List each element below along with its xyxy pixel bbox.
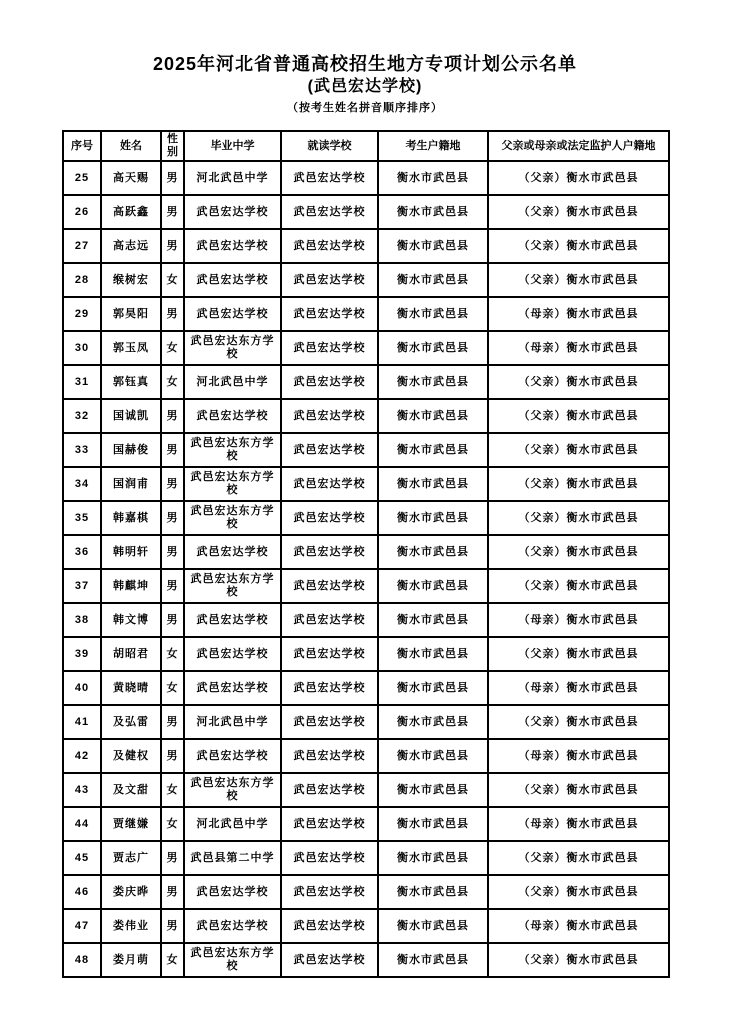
cell-grad-school: 武邑宏达东方学校: [184, 433, 281, 467]
cell-gender: 女: [161, 365, 184, 399]
cell-no: 46: [63, 875, 101, 909]
table-row: [63, 603, 669, 637]
cell-gender: 女: [161, 807, 184, 841]
cell-no: 30: [63, 331, 101, 365]
table-row: [63, 739, 669, 773]
cell-guardian-residence: （母亲）衡水市武邑县: [488, 331, 669, 365]
cell-name: 黄晓晴: [101, 671, 161, 705]
table-row: [63, 773, 669, 807]
column-header-grad-school: 毕业中学: [184, 131, 281, 161]
cell-residence: 衡水市武邑县: [378, 331, 488, 365]
cell-guardian-residence: （母亲）衡水市武邑县: [488, 739, 669, 773]
cell-enroll-school: 武邑宏达学校: [281, 637, 378, 671]
cell-no: 45: [63, 841, 101, 875]
cell-enroll-school: 武邑宏达学校: [281, 807, 378, 841]
cell-residence: 衡水市武邑县: [378, 739, 488, 773]
table-row: [63, 671, 669, 705]
table-row: [63, 399, 669, 433]
cell-guardian-residence: （母亲）衡水市武邑县: [488, 603, 669, 637]
table-body: [63, 161, 669, 977]
cell-no: 42: [63, 739, 101, 773]
cell-residence: 衡水市武邑县: [378, 807, 488, 841]
table-row: [63, 161, 669, 195]
cell-enroll-school: 武邑宏达学校: [281, 501, 378, 535]
column-header-guardian-residence: 父亲或母亲或法定监护人户籍地: [488, 131, 669, 161]
cell-gender: 女: [161, 637, 184, 671]
cell-residence: 衡水市武邑县: [378, 671, 488, 705]
title-block: [0, 52, 730, 116]
cell-enroll-school: 武邑宏达学校: [281, 875, 378, 909]
cell-guardian-residence: （母亲）衡水市武邑县: [488, 909, 669, 943]
cell-residence: 衡水市武邑县: [378, 909, 488, 943]
cell-residence: 衡水市武邑县: [378, 263, 488, 297]
cell-no: 26: [63, 195, 101, 229]
cell-enroll-school: 武邑宏达学校: [281, 433, 378, 467]
cell-enroll-school: 武邑宏达学校: [281, 161, 378, 195]
column-header-residence: 考生户籍地: [378, 131, 488, 161]
cell-grad-school: 武邑宏达学校: [184, 637, 281, 671]
cell-enroll-school: 武邑宏达学校: [281, 603, 378, 637]
cell-guardian-residence: （母亲）衡水市武邑县: [488, 807, 669, 841]
cell-grad-school: 武邑宏达东方学校: [184, 773, 281, 807]
cell-name: 及健权: [101, 739, 161, 773]
cell-enroll-school: 武邑宏达学校: [281, 739, 378, 773]
cell-enroll-school: 武邑宏达学校: [281, 229, 378, 263]
cell-no: 33: [63, 433, 101, 467]
cell-gender: 男: [161, 875, 184, 909]
cell-name: 贾志广: [101, 841, 161, 875]
table-row: [63, 467, 669, 501]
cell-residence: 衡水市武邑县: [378, 195, 488, 229]
cell-enroll-school: 武邑宏达学校: [281, 399, 378, 433]
cell-no: 36: [63, 535, 101, 569]
cell-gender: 男: [161, 501, 184, 535]
cell-guardian-residence: （母亲）衡水市武邑县: [488, 671, 669, 705]
cell-no: 43: [63, 773, 101, 807]
cell-gender: 男: [161, 399, 184, 433]
cell-name: 娄庆晔: [101, 875, 161, 909]
table-row: [63, 195, 669, 229]
cell-enroll-school: 武邑宏达学校: [281, 297, 378, 331]
cell-guardian-residence: （父亲）衡水市武邑县: [488, 399, 669, 433]
cell-grad-school: 武邑宏达东方学校: [184, 569, 281, 603]
table-row: [63, 535, 669, 569]
cell-name: 胡昭君: [101, 637, 161, 671]
table-row: [63, 229, 669, 263]
cell-grad-school: 武邑宏达学校: [184, 229, 281, 263]
cell-guardian-residence: （父亲）衡水市武邑县: [488, 841, 669, 875]
cell-grad-school: 武邑宏达学校: [184, 909, 281, 943]
cell-gender: 男: [161, 603, 184, 637]
table-row: [63, 501, 669, 535]
cell-name: 高天赐: [101, 161, 161, 195]
cell-gender: 男: [161, 195, 184, 229]
cell-grad-school: 河北武邑中学: [184, 705, 281, 739]
cell-gender: 男: [161, 297, 184, 331]
cell-no: 29: [63, 297, 101, 331]
cell-guardian-residence: （父亲）衡水市武邑县: [488, 569, 669, 603]
cell-gender: 男: [161, 161, 184, 195]
cell-guardian-residence: （父亲）衡水市武邑县: [488, 705, 669, 739]
table-row: [63, 297, 669, 331]
cell-grad-school: 武邑宏达东方学校: [184, 467, 281, 501]
cell-enroll-school: 武邑宏达学校: [281, 909, 378, 943]
cell-grad-school: 武邑宏达学校: [184, 263, 281, 297]
cell-residence: 衡水市武邑县: [378, 161, 488, 195]
cell-residence: 衡水市武邑县: [378, 297, 488, 331]
cell-name: 高跃鑫: [101, 195, 161, 229]
cell-enroll-school: 武邑宏达学校: [281, 841, 378, 875]
cell-residence: 衡水市武邑县: [378, 841, 488, 875]
column-header-no: 序号: [63, 131, 101, 161]
cell-residence: 衡水市武邑县: [378, 467, 488, 501]
column-header-name: 姓名: [101, 131, 161, 161]
roster-table: [62, 130, 670, 978]
cell-name: 韩麒坤: [101, 569, 161, 603]
cell-enroll-school: 武邑宏达学校: [281, 263, 378, 297]
table-row: [63, 875, 669, 909]
cell-guardian-residence: （父亲）衡水市武邑县: [488, 229, 669, 263]
cell-residence: 衡水市武邑县: [378, 365, 488, 399]
column-header-enroll-school: 就读学校: [281, 131, 378, 161]
cell-name: 缑树宏: [101, 263, 161, 297]
document-subtitle-school: (武邑宏达学校): [307, 78, 423, 95]
cell-guardian-residence: （父亲）衡水市武邑县: [488, 875, 669, 909]
cell-guardian-residence: （父亲）衡水市武邑县: [488, 433, 669, 467]
cell-grad-school: 武邑宏达学校: [184, 297, 281, 331]
cell-residence: 衡水市武邑县: [378, 875, 488, 909]
cell-gender: 女: [161, 671, 184, 705]
cell-grad-school: 武邑县第二中学: [184, 841, 281, 875]
cell-enroll-school: 武邑宏达学校: [281, 705, 378, 739]
cell-residence: 衡水市武邑县: [378, 637, 488, 671]
cell-no: 27: [63, 229, 101, 263]
cell-grad-school: 河北武邑中学: [184, 161, 281, 195]
cell-gender: 男: [161, 569, 184, 603]
cell-name: 国赫俊: [101, 433, 161, 467]
cell-name: 韩嘉棋: [101, 501, 161, 535]
cell-name: 娄月萌: [101, 943, 161, 977]
cell-residence: 衡水市武邑县: [378, 501, 488, 535]
table-row: [63, 943, 669, 977]
header-row: [63, 131, 669, 161]
cell-name: 高志远: [101, 229, 161, 263]
table-row: [63, 331, 669, 365]
cell-name: 娄伟业: [101, 909, 161, 943]
cell-grad-school: 武邑宏达东方学校: [184, 501, 281, 535]
cell-no: 41: [63, 705, 101, 739]
cell-grad-school: 武邑宏达学校: [184, 195, 281, 229]
table-row: [63, 841, 669, 875]
cell-no: 31: [63, 365, 101, 399]
cell-residence: 衡水市武邑县: [378, 433, 488, 467]
cell-grad-school: 武邑宏达东方学校: [184, 943, 281, 977]
cell-grad-school: 武邑宏达学校: [184, 671, 281, 705]
document-sort-note: （按考生姓名拼音顺序排序）: [287, 102, 443, 114]
cell-enroll-school: 武邑宏达学校: [281, 467, 378, 501]
cell-guardian-residence: （父亲）衡水市武邑县: [488, 501, 669, 535]
cell-no: 40: [63, 671, 101, 705]
cell-no: 38: [63, 603, 101, 637]
cell-gender: 男: [161, 909, 184, 943]
table-row: [63, 909, 669, 943]
table-row: [63, 365, 669, 399]
cell-gender: 男: [161, 433, 184, 467]
cell-grad-school: 武邑宏达学校: [184, 603, 281, 637]
cell-guardian-residence: （父亲）衡水市武邑县: [488, 943, 669, 977]
cell-grad-school: 武邑宏达东方学校: [184, 331, 281, 365]
document-title: 2025年河北省普通高校招生地方专项计划公示名单: [152, 54, 578, 74]
cell-name: 国润甫: [101, 467, 161, 501]
table-row: [63, 705, 669, 739]
cell-grad-school: 河北武邑中学: [184, 365, 281, 399]
cell-gender: 女: [161, 331, 184, 365]
cell-enroll-school: 武邑宏达学校: [281, 943, 378, 977]
cell-residence: 衡水市武邑县: [378, 535, 488, 569]
cell-no: 32: [63, 399, 101, 433]
cell-enroll-school: 武邑宏达学校: [281, 365, 378, 399]
cell-gender: 男: [161, 841, 184, 875]
cell-no: 28: [63, 263, 101, 297]
column-header-gender: 性别: [161, 131, 184, 161]
cell-guardian-residence: （父亲）衡水市武邑县: [488, 637, 669, 671]
cell-guardian-residence: （父亲）衡水市武邑县: [488, 535, 669, 569]
cell-grad-school: 武邑宏达学校: [184, 739, 281, 773]
cell-guardian-residence: （父亲）衡水市武邑县: [488, 161, 669, 195]
cell-no: 44: [63, 807, 101, 841]
cell-enroll-school: 武邑宏达学校: [281, 535, 378, 569]
cell-enroll-school: 武邑宏达学校: [281, 331, 378, 365]
cell-guardian-residence: （母亲）衡水市武邑县: [488, 297, 669, 331]
cell-name: 郭玉凤: [101, 331, 161, 365]
cell-name: 韩文博: [101, 603, 161, 637]
cell-gender: 女: [161, 263, 184, 297]
table-row: [63, 569, 669, 603]
cell-gender: 男: [161, 229, 184, 263]
cell-no: 39: [63, 637, 101, 671]
cell-guardian-residence: （父亲）衡水市武邑县: [488, 467, 669, 501]
cell-no: 37: [63, 569, 101, 603]
table-row: [63, 637, 669, 671]
cell-enroll-school: 武邑宏达学校: [281, 773, 378, 807]
cell-enroll-school: 武邑宏达学校: [281, 569, 378, 603]
cell-grad-school: 武邑宏达学校: [184, 535, 281, 569]
cell-name: 韩明轩: [101, 535, 161, 569]
cell-guardian-residence: （父亲）衡水市武邑县: [488, 773, 669, 807]
cell-no: 34: [63, 467, 101, 501]
cell-gender: 男: [161, 467, 184, 501]
cell-gender: 男: [161, 535, 184, 569]
cell-no: 48: [63, 943, 101, 977]
cell-residence: 衡水市武邑县: [378, 229, 488, 263]
cell-name: 国诚凯: [101, 399, 161, 433]
cell-name: 及文甜: [101, 773, 161, 807]
cell-residence: 衡水市武邑县: [378, 705, 488, 739]
cell-gender: 男: [161, 705, 184, 739]
cell-enroll-school: 武邑宏达学校: [281, 195, 378, 229]
cell-guardian-residence: （父亲）衡水市武邑县: [488, 195, 669, 229]
cell-residence: 衡水市武邑县: [378, 399, 488, 433]
cell-gender: 男: [161, 739, 184, 773]
cell-guardian-residence: （父亲）衡水市武邑县: [488, 263, 669, 297]
table-row: [63, 263, 669, 297]
table-row: [63, 807, 669, 841]
cell-no: 25: [63, 161, 101, 195]
cell-grad-school: 河北武邑中学: [184, 807, 281, 841]
cell-name: 贾继嫌: [101, 807, 161, 841]
cell-no: 35: [63, 501, 101, 535]
cell-name: 及弘雷: [101, 705, 161, 739]
cell-residence: 衡水市武邑县: [378, 569, 488, 603]
cell-no: 47: [63, 909, 101, 943]
cell-name: 郭昊阳: [101, 297, 161, 331]
cell-grad-school: 武邑宏达学校: [184, 875, 281, 909]
table-row: [63, 433, 669, 467]
cell-gender: 女: [161, 773, 184, 807]
cell-residence: 衡水市武邑县: [378, 603, 488, 637]
cell-grad-school: 武邑宏达学校: [184, 399, 281, 433]
cell-name: 郭钰真: [101, 365, 161, 399]
cell-guardian-residence: （父亲）衡水市武邑县: [488, 365, 669, 399]
cell-gender: 女: [161, 943, 184, 977]
cell-enroll-school: 武邑宏达学校: [281, 671, 378, 705]
cell-residence: 衡水市武邑县: [378, 773, 488, 807]
cell-residence: 衡水市武邑县: [378, 943, 488, 977]
